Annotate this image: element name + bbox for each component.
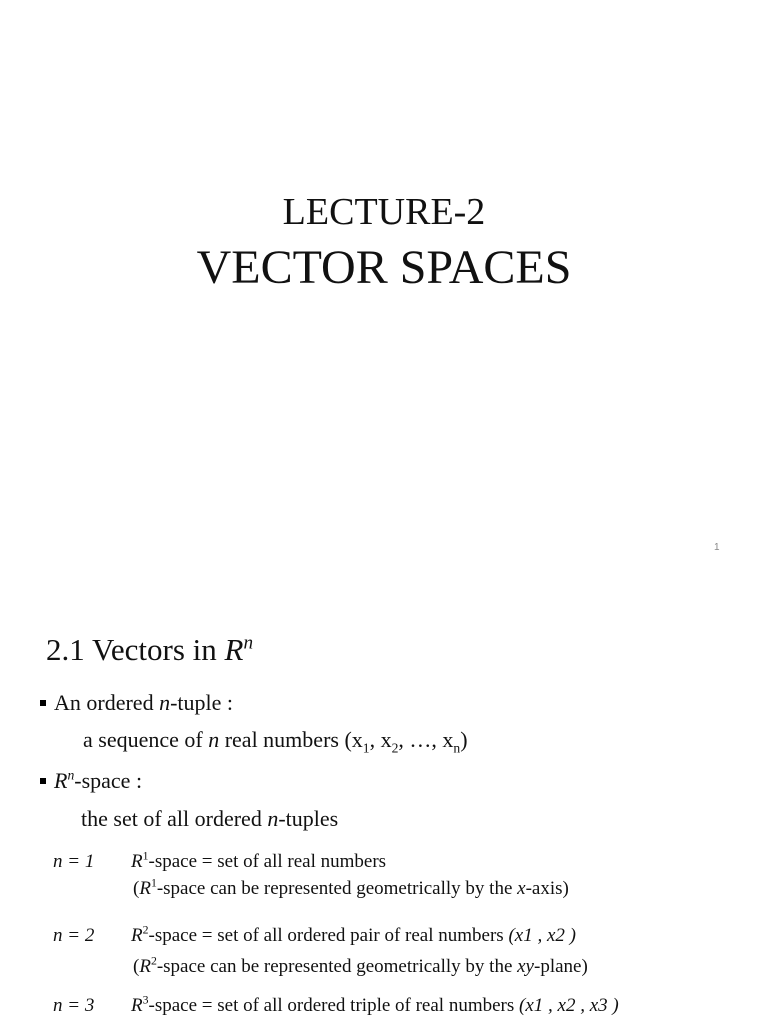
r2-space-definition: $R^2$-space = set of all ordered pair of real numbers (x1 , x2 ) <box>131 923 576 946</box>
bullet-ordered-tuple: An ordered n-tuple : <box>40 690 233 716</box>
section-heading: 2.1 Vectors in $R^n$ <box>46 632 254 667</box>
r2-space-geometry: ($R^2$-space can be represented geometrically by the xy-plane) <box>133 954 588 977</box>
triple-tuple: (x1 , x2 , x3 ) <box>519 995 619 1016</box>
page-number: 1 <box>714 542 720 553</box>
bullet-rn-space: $R^n$-space : <box>40 768 142 794</box>
r3-space-definition: $R^3$-space = set of all ordered triple of real numbers (x1 , x2 , x3 ) <box>131 993 619 1016</box>
r1-space-definition: $R^1$-space = set of all real numbers <box>131 849 387 872</box>
n-label: n = 2 <box>53 925 95 946</box>
n-label: n = 1 <box>53 851 95 872</box>
tuple-definition: a sequence of n real numbers ($x_1$, $x_2$, …, $x_n$) <box>83 727 468 756</box>
bullet-icon <box>40 778 46 784</box>
r1-space-geometry: ($R^1$-space can be represented geometrically by the x-axis) <box>133 876 569 899</box>
bullet-icon <box>40 700 46 706</box>
n-label: n = 3 <box>53 995 95 1016</box>
lecture-title: LECTURE-2 <box>282 191 486 233</box>
pair-tuple: (x1 , x2 ) <box>508 925 576 946</box>
slide-title: VECTOR SPACES <box>196 241 572 294</box>
rn-space-definition: the set of all ordered n-tuples <box>81 806 339 831</box>
